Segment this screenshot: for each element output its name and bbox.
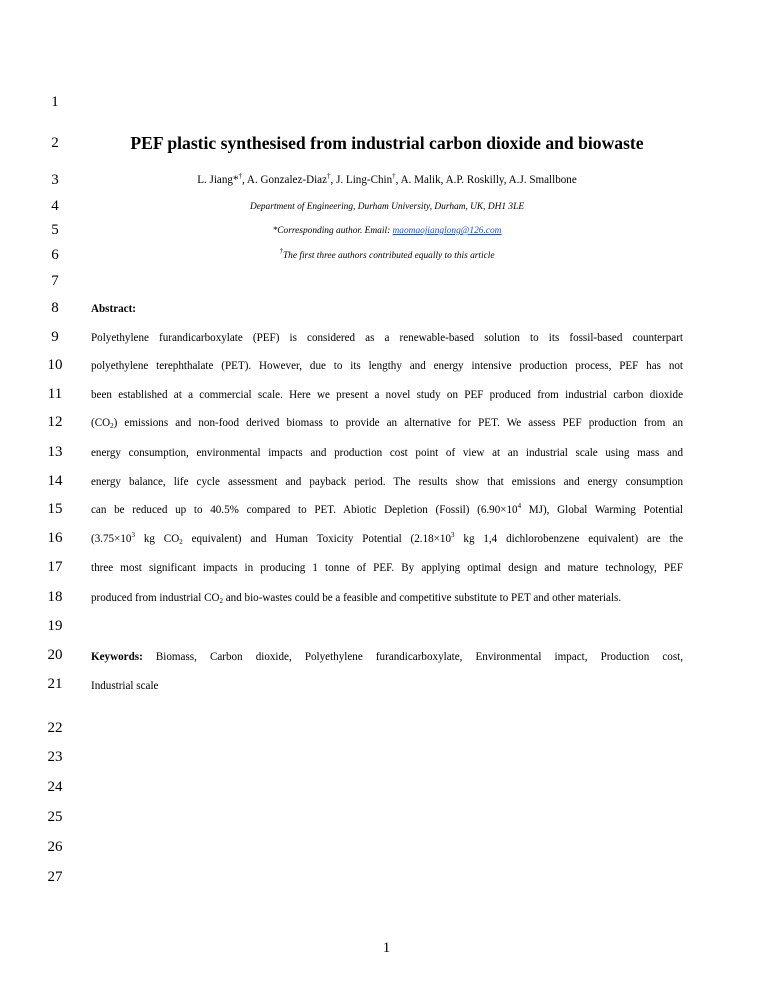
abstract-text: can be reduced up to 40.5% compared to PET. Abiotic Depletion (Fossil) (6.90×10 xyxy=(91,504,518,516)
line-number: 23 xyxy=(47,749,63,765)
abstract-text: and bio-wastes could be a feasible and competitive substitute to PET and other materials. xyxy=(222,592,622,604)
author-name: , J. Ling-Chin xyxy=(330,174,393,186)
line-number: 5 xyxy=(51,222,59,238)
page-number: 1 xyxy=(382,940,391,956)
author-name: , A. Malik, A.P. Roskilly, A.J. Smallbone xyxy=(395,174,577,186)
superscript: 4 xyxy=(517,502,522,510)
line-number: 26 xyxy=(47,839,63,855)
abstract-line xyxy=(91,416,683,430)
line-number: 18 xyxy=(47,589,63,605)
affiliation: Department of Engineering, Durham University, Durham, UK, DH1 3LE xyxy=(249,202,525,212)
line-number: 24 xyxy=(47,779,63,795)
line-number: 9 xyxy=(51,329,59,345)
abstract-line xyxy=(91,503,683,517)
corresponding-author-label: *Corresponding author. Email: xyxy=(272,226,393,236)
line-number: 7 xyxy=(51,273,59,289)
equal-contribution-mark: † xyxy=(392,172,396,180)
abstract-line: energy consumption, environmental impacts and production cost point of view at an industrial scale using mass and xyxy=(91,447,683,459)
abstract-line: polyethylene terephthalate (PET). However, due to its lengthy and energy intensive production process, PEF has not xyxy=(91,360,683,372)
line-number: 20 xyxy=(47,647,63,663)
corresponding-author xyxy=(91,225,683,237)
email-link[interactable]: maomaojianglong@126.com xyxy=(392,226,502,236)
line-number: 27 xyxy=(47,869,63,885)
paper-title: PEF plastic synthesised from industrial carbon dioxide and biowaste xyxy=(130,133,644,153)
abstract-line xyxy=(91,532,683,546)
abstract-text: kg 1,4 dichlorobenzene equivalent) are the xyxy=(454,533,684,545)
line-number: 17 xyxy=(47,559,63,575)
author-name: L. Jiang* xyxy=(197,174,239,186)
abstract-text: equivalent) and Human Toxicity Potential (2.18×10 xyxy=(182,533,452,545)
abstract-text: kg CO xyxy=(134,533,180,545)
equal-contribution-text: The first three authors contributed equally to this article xyxy=(282,251,495,261)
abstract-text: (CO xyxy=(91,417,111,429)
abstract-line: energy balance, life cycle assessment and payback period. The results show that emissions and energy consumption xyxy=(91,476,683,488)
keywords-text: Biomass, Carbon dioxide, Polyethylene furandicarboxylate, Environmental impact, Production cost, xyxy=(142,651,683,663)
line-number: 13 xyxy=(47,444,63,460)
equal-contribution-mark: † xyxy=(327,172,331,180)
subscript: 2 xyxy=(179,538,183,546)
abstract-text: (3.75×10 xyxy=(91,533,132,545)
line-number: 6 xyxy=(51,247,59,263)
line-number: 16 xyxy=(47,530,63,546)
line-number: 8 xyxy=(51,300,59,316)
subscript: 2 xyxy=(110,422,114,430)
line-number: 10 xyxy=(47,357,63,373)
abstract-heading: Abstract: xyxy=(91,303,136,315)
author-list xyxy=(91,173,683,187)
superscript: 3 xyxy=(131,531,135,539)
keywords-line: Industrial scale xyxy=(91,680,159,692)
line-number: 11 xyxy=(47,386,63,402)
abstract-text: MJ), Global Warming Potential xyxy=(521,504,683,516)
line-number: 2 xyxy=(51,135,59,151)
keywords-line xyxy=(91,650,683,664)
equal-contribution-note xyxy=(91,247,683,262)
line-number: 22 xyxy=(47,720,63,736)
equal-contribution-mark: † xyxy=(279,247,283,255)
equal-contribution-mark: † xyxy=(238,172,242,180)
line-number: 1 xyxy=(51,94,59,110)
abstract-text: produced from industrial CO xyxy=(91,592,220,604)
subscript: 2 xyxy=(219,597,223,605)
line-number: 4 xyxy=(51,198,59,214)
abstract-line: been established at a commercial scale. Here we present a novel study on PEF produced from industrial carbon dioxide xyxy=(91,389,683,401)
line-number: 21 xyxy=(47,676,63,692)
abstract-text: ) emissions and non-food derived biomass to provide an alternative for PET. We assess PEF production from an xyxy=(113,417,683,429)
line-number: 3 xyxy=(51,172,59,188)
author-name: , A. Gonzalez-Diaz xyxy=(242,174,328,186)
line-number: 14 xyxy=(47,473,63,489)
line-number: 19 xyxy=(47,618,63,634)
abstract-line: three most significant impacts in producing 1 tonne of PEF. By applying optimal design and mature technology, PEF xyxy=(91,562,683,574)
line-number: 12 xyxy=(47,414,63,430)
superscript: 3 xyxy=(451,531,455,539)
abstract-line: Polyethylene furandicarboxylate (PEF) is considered as a renewable-based solution to its fossil-based counterpart xyxy=(91,332,683,344)
keywords-heading: Keywords: xyxy=(91,651,143,663)
line-number: 15 xyxy=(47,501,63,517)
line-number: 25 xyxy=(47,809,63,825)
abstract-line xyxy=(91,591,683,605)
